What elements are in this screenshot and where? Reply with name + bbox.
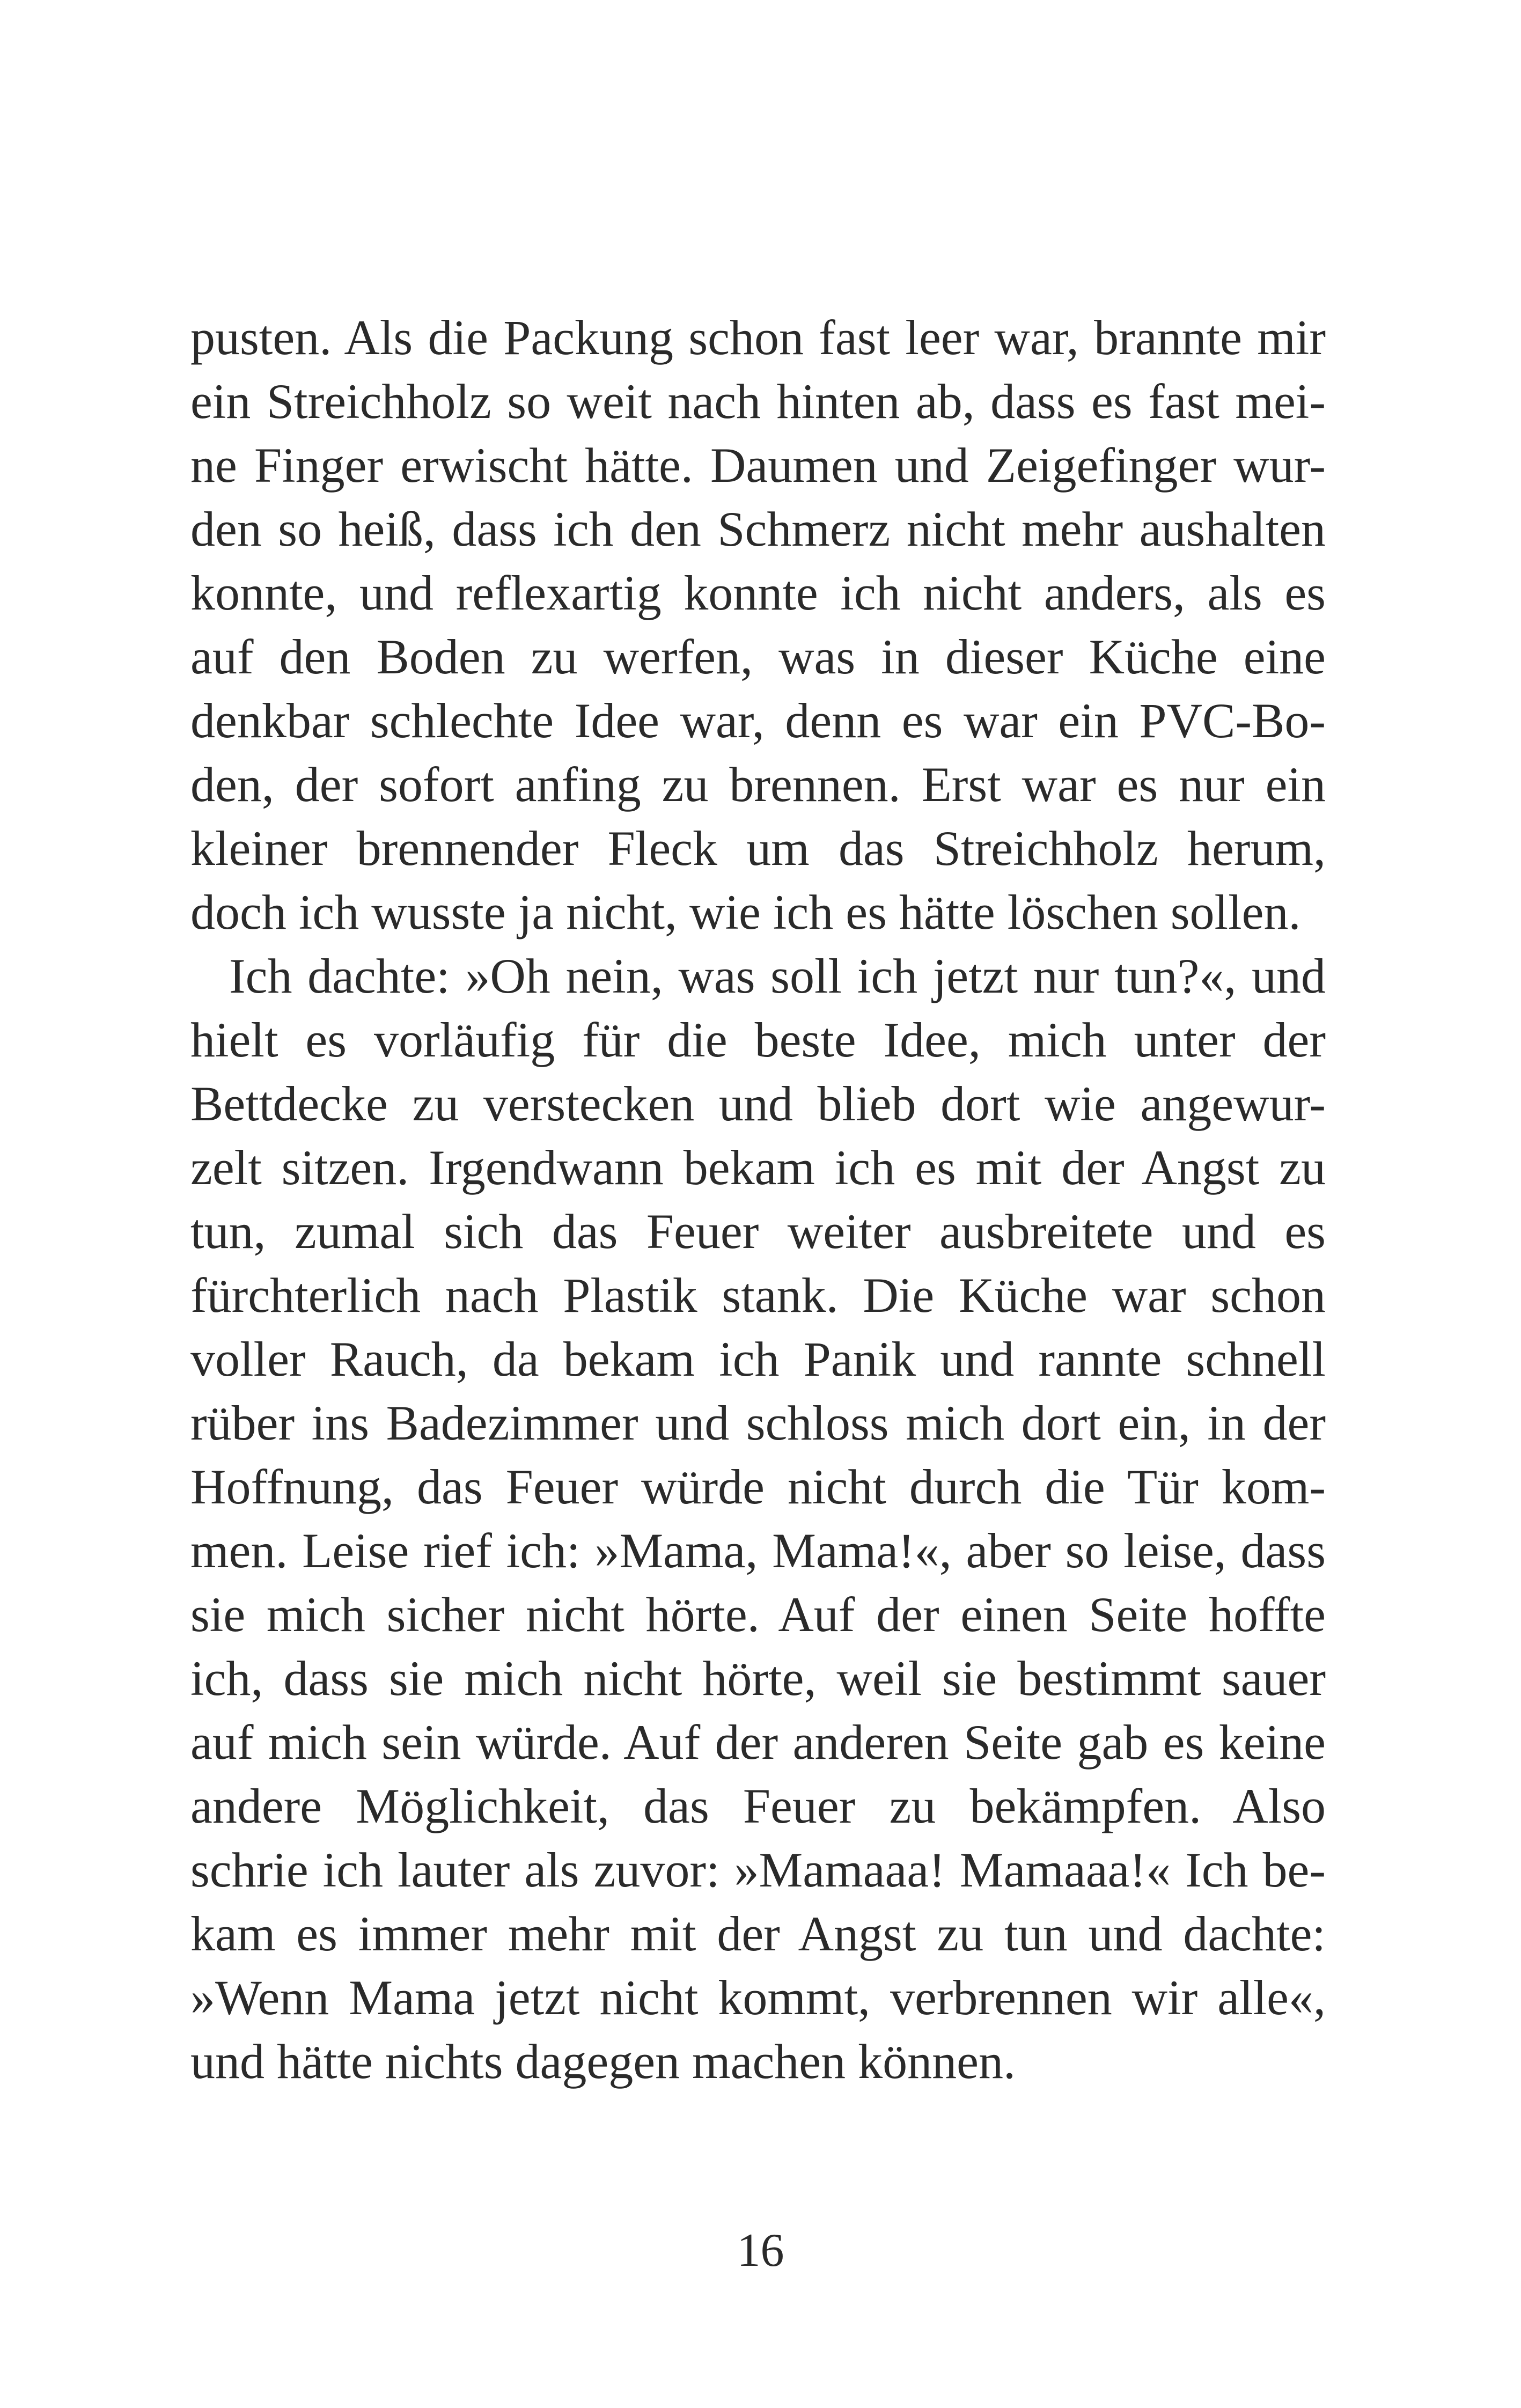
text-line: und hätte nichts dagegen machen können. [190,2034,1016,2089]
text-line: Ich dachte: »Oh nein, was soll ich jetzt nur tun?«, und [229,949,1326,1003]
text-line: hielt es vorläufig für die beste Idee, mich unter der [190,1012,1326,1067]
text-line: sie mich sicher nicht hörte. Auf der einen Seite hoffte [190,1587,1326,1642]
text-line: andere Möglichkeit, das Feuer zu bekämpfen. Also [190,1779,1326,1833]
page-number: 16 [737,2225,784,2277]
text-line: auf den Boden zu werfen, was in dieser Küche eine [190,629,1326,684]
text-line: zelt sitzen. Irgendwann bekam ich es mit der Angst zu [190,1140,1326,1195]
text-line: schrie ich lauter als zuvor: »Mamaaa! Mamaaa!« Ich be- [190,1842,1326,1897]
body-text [190,306,1326,2094]
text-line: Hoffnung, das Feuer würde nicht durch die Tür kom- [190,1459,1326,1514]
text-line: »Wenn Mama jetzt nicht kommt, verbrennen wir alle«, [190,1970,1326,2025]
text-line: ne Finger erwischt hätte. Daumen und Zeigefinger wur- [190,438,1326,493]
text-line: auf mich sein würde. Auf der anderen Seite gab es keine [190,1715,1326,1770]
text-line: den so heiß, dass ich den Schmerz nicht mehr aushalten [190,502,1326,556]
text-line: kam es immer mehr mit der Angst zu tun und dachte: [190,1906,1326,1961]
text-line: voller Rauch, da bekam ich Panik und rannte schnell [190,1332,1326,1386]
text-line: kleiner brennender Fleck um das Streichholz herum, [190,821,1326,876]
text-line: tun, zumal sich das Feuer weiter ausbreitete und es [190,1204,1326,1259]
text-line: denkbar schlechte Idee war, denn es war ein PVC-Bo- [190,693,1326,748]
text-line: den, der sofort anfing zu brennen. Erst war es nur ein [190,757,1326,812]
text-line: pusten. Als die Packung schon fast leer war, brannte mir [190,310,1326,365]
text-line: doch ich wusste ja nicht, wie ich es hätte löschen sollen. [190,885,1301,939]
text-line: ich, dass sie mich nicht hörte, weil sie bestimmt sauer [190,1651,1326,1706]
text-line: fürchterlich nach Plastik stank. Die Küche war schon [190,1268,1326,1323]
text-line: men. Leise rief ich: »Mama, Mama!«, aber so leise, dass [190,1523,1326,1578]
text-line: rüber ins Badezimmer und schloss mich dort ein, in der [190,1396,1326,1450]
text-line: ein Streichholz so weit nach hinten ab, dass es fast mei- [190,374,1326,429]
text-line: Bettdecke zu verstecken und blieb dort wie angewur- [190,1076,1326,1131]
text-line: konnte, und reflexartig konnte ich nicht anders, als es [190,566,1326,620]
